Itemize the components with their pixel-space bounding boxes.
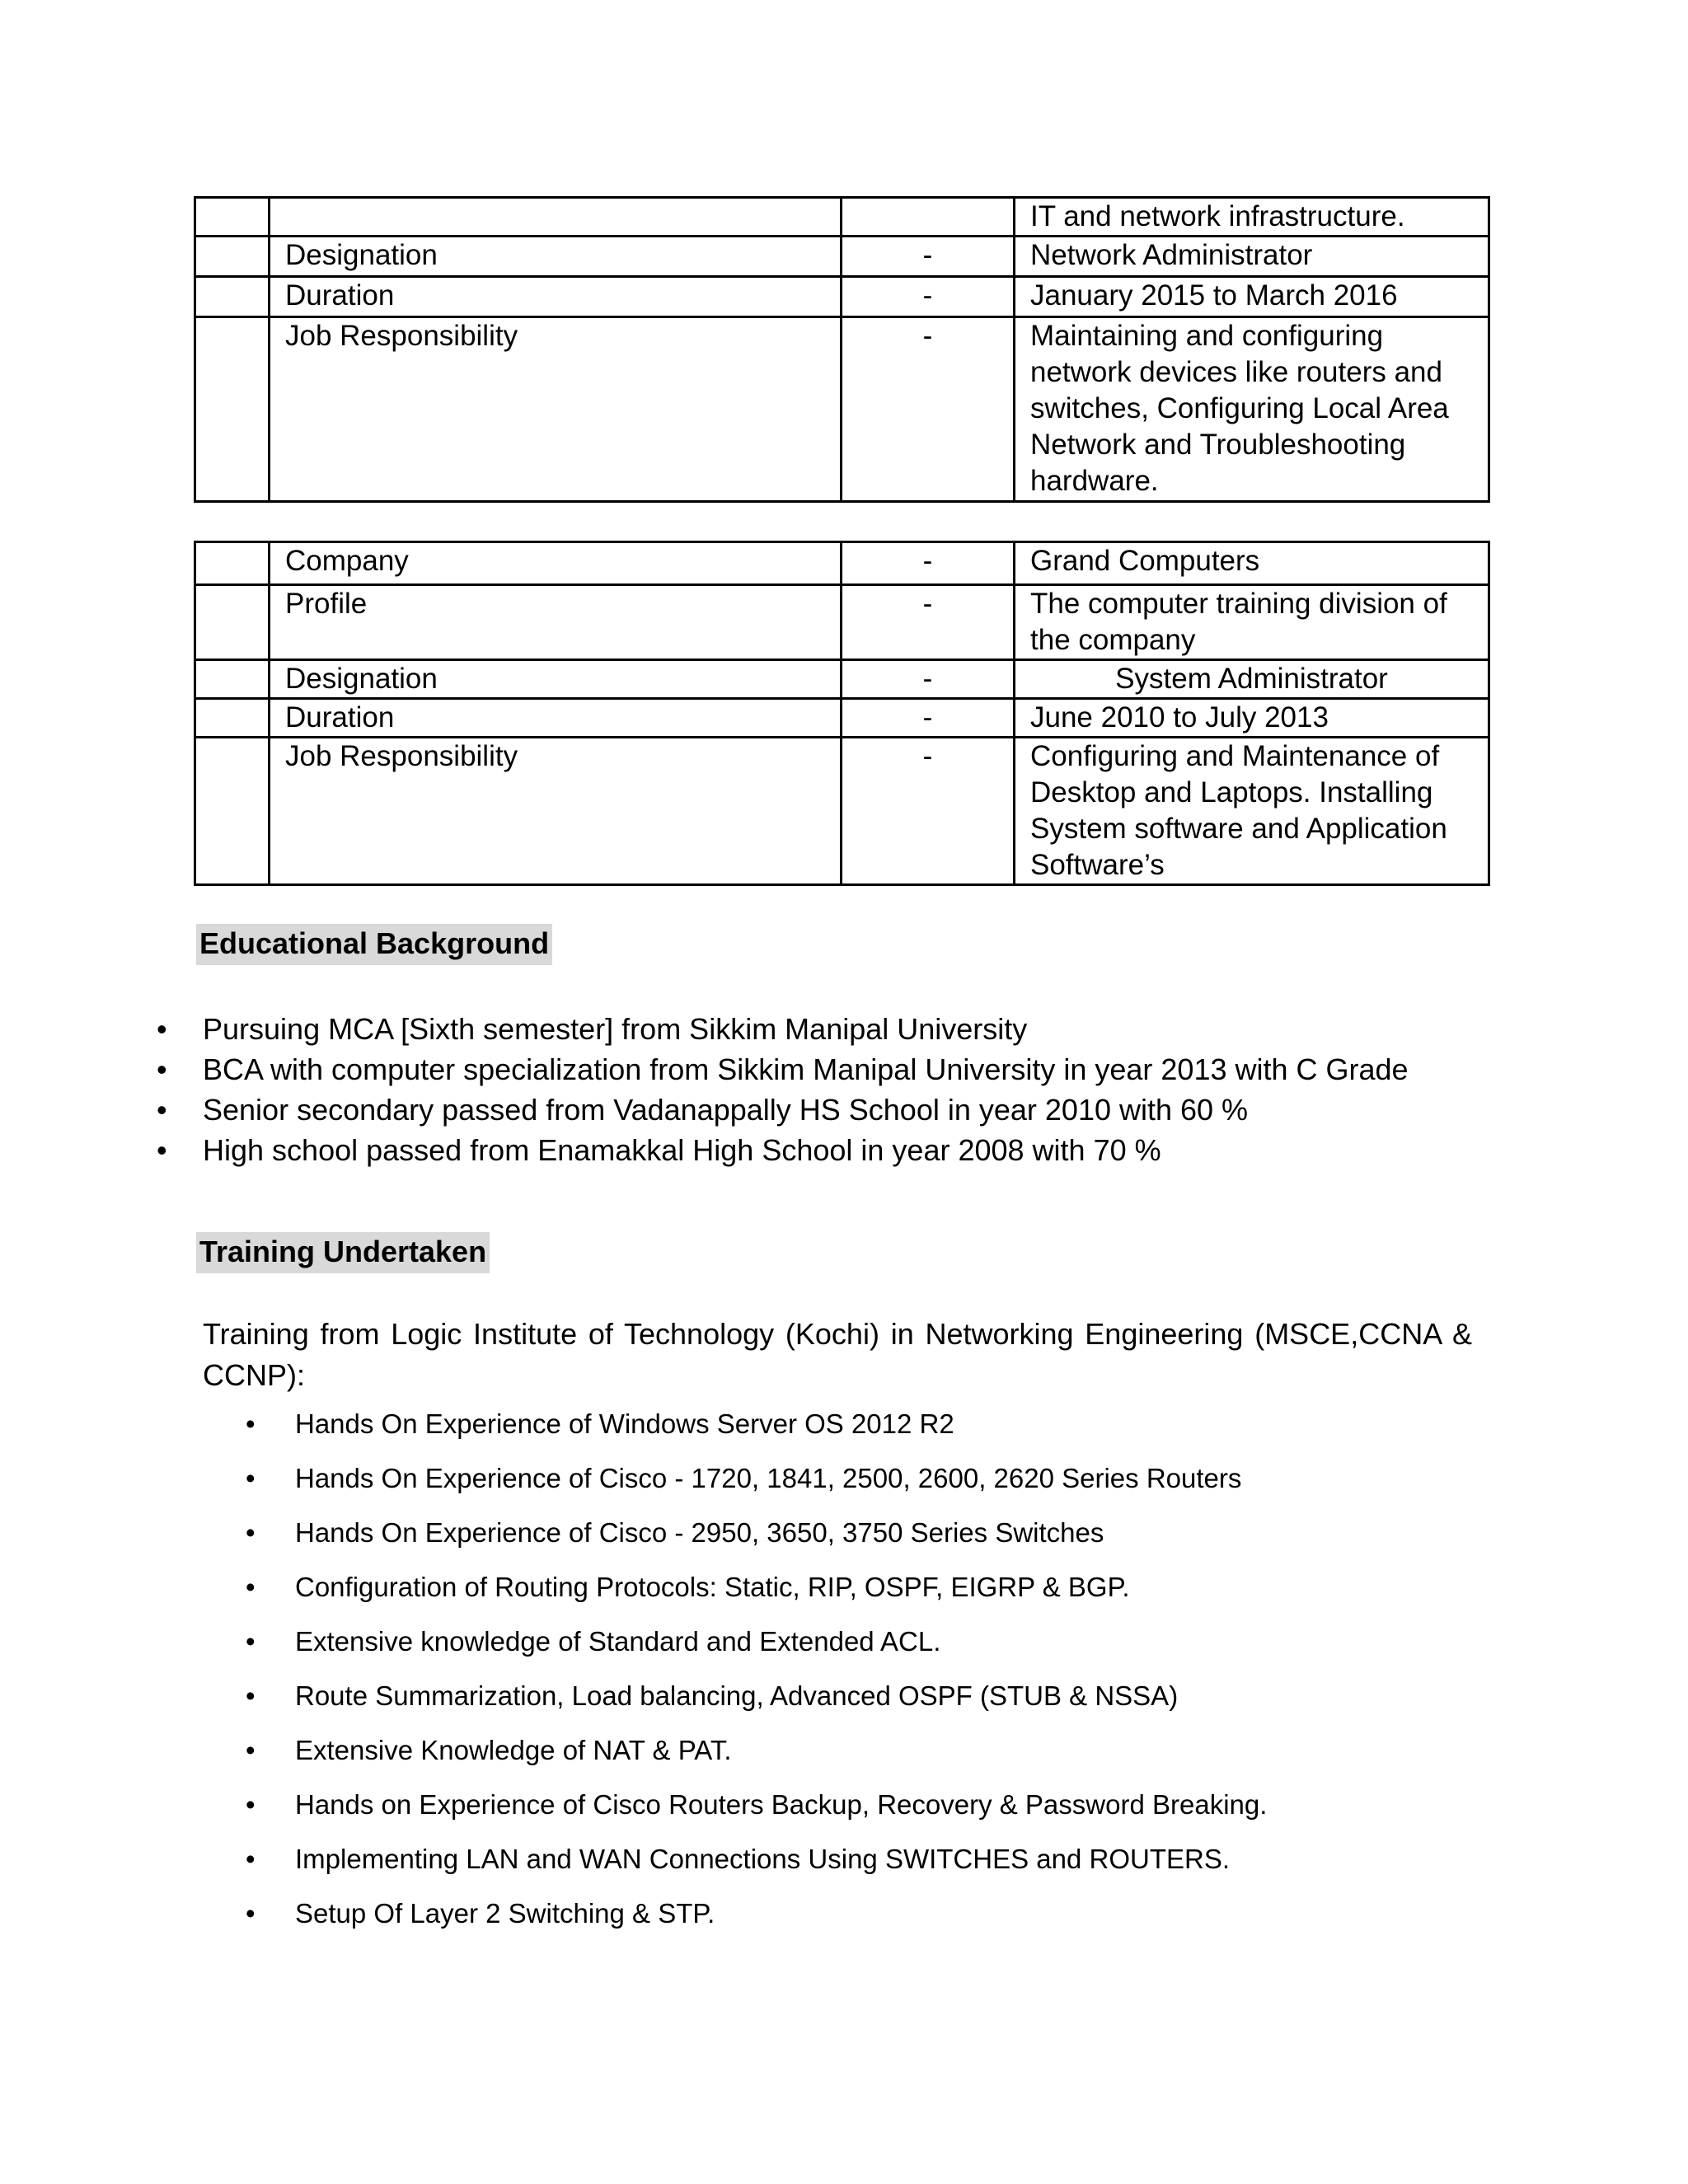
list-item (157, 1130, 1517, 1170)
table-cell-blank (195, 542, 270, 585)
training-intro: Training from Logic Institute of Technology (Kochi) in Networking Engineering (MSCE,CCNA & CCNP): (203, 1317, 1472, 1392)
list-item (246, 1732, 1498, 1787)
row-separator: - (842, 277, 1015, 317)
bullet-icon: • (157, 1093, 167, 1127)
row-label: Duration (270, 277, 842, 317)
table-cell-blank (195, 738, 270, 885)
row-value: The computer training division of the company (1015, 585, 1489, 660)
row-separator: - (842, 585, 1015, 660)
table-cell-blank (195, 699, 270, 738)
list-item-text: Extensive knowledge of Standard and Extended ACL. (295, 1626, 941, 1657)
list-item (157, 1009, 1517, 1049)
bullet-icon: • (246, 1517, 256, 1548)
list-item (246, 1678, 1498, 1732)
table-row (195, 738, 1489, 885)
list-item (246, 1460, 1498, 1515)
list-item-text: Hands on Experience of Cisco Routers Backup, Recovery & Password Breaking. (295, 1789, 1268, 1820)
table-cell-blank (195, 198, 270, 237)
table-row (195, 542, 1489, 585)
bullet-icon: • (157, 1133, 167, 1167)
bullet-icon: • (246, 1789, 256, 1820)
row-separator: - (842, 660, 1015, 699)
list-item (246, 1515, 1498, 1569)
table-cell-blank (195, 660, 270, 699)
row-label: Profile (270, 585, 842, 660)
list-item-text: Hands On Experience of Cisco - 1720, 1841, 2500, 2600, 2620 Series Routers (295, 1463, 1242, 1493)
list-item-text: Setup Of Layer 2 Switching & STP. (295, 1898, 715, 1929)
table-row (195, 660, 1489, 699)
table-row (195, 699, 1489, 738)
row-value: June 2010 to July 2013 (1015, 699, 1489, 738)
table-cell-blank (195, 277, 270, 317)
list-item (246, 1841, 1498, 1896)
row-value: Grand Computers (1015, 542, 1489, 585)
table-cell-blank (195, 585, 270, 660)
table-row (195, 277, 1489, 317)
list-item (246, 1624, 1498, 1678)
training-list (246, 1406, 1498, 1950)
education-list (157, 1009, 1517, 1170)
row-value: January 2015 to March 2016 (1015, 277, 1489, 317)
bullet-icon: • (157, 1012, 167, 1046)
row-value: System Administrator (1015, 660, 1489, 699)
row-label: Designation (270, 237, 842, 277)
list-item-text: Senior secondary passed from Vadanappally HS School in year 2010 with 60 % (203, 1093, 1249, 1127)
list-item (157, 1049, 1517, 1090)
list-item-text: BCA with computer specialization from Sikkim Manipal University in year 2013 with C Grade (203, 1052, 1409, 1086)
bullet-icon: • (246, 1626, 256, 1657)
row-value: Configuring and Maintenance of Desktop and Laptops. Installing System software and Application Software’s (1015, 738, 1489, 885)
bullet-icon: • (246, 1844, 256, 1874)
training-heading: Training Undertaken (196, 1232, 490, 1273)
list-item-text: Implementing LAN and WAN Connections Using SWITCHES and ROUTERS. (295, 1844, 1231, 1874)
row-separator: - (842, 237, 1015, 277)
bullet-icon: • (246, 1463, 256, 1493)
bullet-icon: • (246, 1680, 256, 1711)
list-item-text: Extensive Knowledge of NAT & PAT. (295, 1735, 732, 1765)
table-row (195, 585, 1489, 660)
list-item-text: Route Summarization, Load balancing, Advanced OSPF (STUB & NSSA) (295, 1680, 1179, 1711)
table-row (195, 237, 1489, 277)
row-separator: - (842, 317, 1015, 502)
row-label: Company (270, 542, 842, 585)
list-item (246, 1787, 1498, 1841)
row-label: Job Responsibility (270, 738, 842, 885)
row-separator (842, 198, 1015, 237)
work-experience-table-2 (194, 541, 1490, 886)
row-label: Job Responsibility (270, 317, 842, 502)
table-cell-blank (195, 317, 270, 502)
bullet-icon: • (246, 1735, 256, 1765)
row-separator: - (842, 699, 1015, 738)
list-item-text: Hands On Experience of Windows Server OS 2012 R2 (295, 1408, 954, 1439)
row-value: Maintaining and configuring network devices like routers and switches, Configuring Local Area Network and Troubleshooting hardware. (1015, 317, 1489, 502)
row-separator: - (842, 738, 1015, 885)
bullet-icon: • (246, 1408, 256, 1439)
row-label (270, 198, 842, 237)
row-label: Designation (270, 660, 842, 699)
list-item (246, 1896, 1498, 1950)
list-item (246, 1569, 1498, 1624)
row-separator: - (842, 542, 1015, 585)
list-item-text: Pursuing MCA [Sixth semester] from Sikkim Manipal University (203, 1012, 1028, 1046)
list-item (157, 1090, 1517, 1130)
bullet-icon: • (246, 1572, 256, 1602)
bullet-icon: • (246, 1898, 256, 1929)
list-item-text: Configuration of Routing Protocols: Static, RIP, OSPF, EIGRP & BGP. (295, 1572, 1130, 1602)
row-value: IT and network infrastructure. (1015, 198, 1489, 237)
row-label: Duration (270, 699, 842, 738)
education-heading: Educational Background (196, 924, 552, 965)
table-cell-blank (195, 237, 270, 277)
row-value: Network Administrator (1015, 237, 1489, 277)
list-item (246, 1406, 1498, 1460)
table-row (195, 198, 1489, 237)
bullet-icon: • (157, 1052, 167, 1086)
work-experience-table-1 (194, 196, 1490, 503)
list-item-text: Hands On Experience of Cisco - 2950, 3650, 3750 Series Switches (295, 1517, 1104, 1548)
list-item-text: High school passed from Enamakkal High School in year 2008 with 70 % (203, 1133, 1161, 1167)
table-row (195, 317, 1489, 502)
